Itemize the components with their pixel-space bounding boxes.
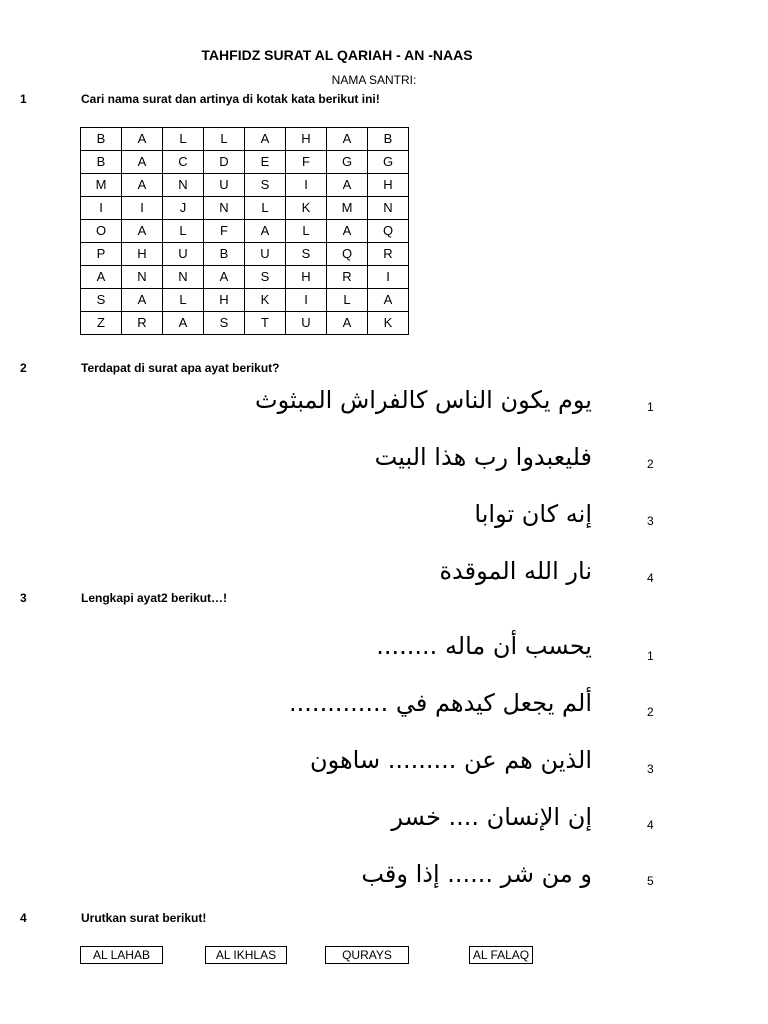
- grid-letter-cell: F: [286, 151, 327, 174]
- grid-letter-cell: Q: [368, 220, 409, 243]
- grid-letter-cell: G: [327, 151, 368, 174]
- grid-letter-cell: S: [286, 243, 327, 266]
- grid-letter-cell: K: [245, 289, 286, 312]
- grid-row: [81, 197, 409, 220]
- grid-letter-cell: C: [163, 151, 204, 174]
- student-name-label: NAMA SANTRI:: [331, 73, 417, 87]
- grid-letter-cell: B: [204, 243, 245, 266]
- grid-letter-cell: L: [163, 128, 204, 151]
- question-4-number: 4: [20, 911, 27, 925]
- q3-item-number: 5: [647, 874, 654, 888]
- grid-letter-cell: A: [327, 128, 368, 151]
- q3-item-number: 3: [647, 762, 654, 776]
- grid-letter-cell: F: [204, 220, 245, 243]
- grid-letter-cell: P: [81, 243, 122, 266]
- grid-letter-cell: U: [245, 243, 286, 266]
- grid-letter-cell: U: [163, 243, 204, 266]
- grid-letter-cell: D: [204, 151, 245, 174]
- q2-item-number: 4: [647, 571, 654, 585]
- grid-letter-cell: M: [81, 174, 122, 197]
- word-search-grid: [80, 127, 409, 335]
- q2-item-number: 2: [647, 457, 654, 471]
- grid-letter-cell: S: [245, 174, 286, 197]
- grid-letter-cell: A: [81, 266, 122, 289]
- grid-letter-cell: H: [368, 174, 409, 197]
- grid-letter-cell: I: [286, 174, 327, 197]
- q3-ayah: ألم يجعل كيدهم في .............: [289, 689, 592, 717]
- question-2-text: Terdapat di surat apa ayat berikut?: [81, 361, 280, 375]
- grid-letter-cell: N: [163, 174, 204, 197]
- grid-letter-cell: U: [204, 174, 245, 197]
- grid-letter-cell: A: [368, 289, 409, 312]
- grid-letter-cell: A: [327, 312, 368, 335]
- grid-row: [81, 266, 409, 289]
- grid-row: [81, 289, 409, 312]
- surah-option-box: AL IKHLAS: [205, 946, 287, 964]
- q3-ayah: يحسب أن ماله ........: [376, 632, 592, 660]
- q3-ayah: الذين هم عن ......... ساهون: [309, 746, 592, 774]
- question-1-text: Cari nama surat dan artinya di kotak kata berikut ini!: [81, 92, 380, 106]
- grid-letter-cell: A: [245, 128, 286, 151]
- grid-letter-cell: S: [245, 266, 286, 289]
- grid-letter-cell: N: [204, 197, 245, 220]
- grid-letter-cell: R: [122, 312, 163, 335]
- grid-letter-cell: A: [122, 174, 163, 197]
- grid-letter-cell: K: [286, 197, 327, 220]
- grid-row: [81, 312, 409, 335]
- grid-letter-cell: K: [368, 312, 409, 335]
- grid-letter-cell: A: [122, 289, 163, 312]
- grid-letter-cell: Q: [327, 243, 368, 266]
- grid-row: [81, 220, 409, 243]
- grid-letter-cell: G: [368, 151, 409, 174]
- grid-letter-cell: L: [204, 128, 245, 151]
- q2-item-number: 3: [647, 514, 654, 528]
- grid-letter-cell: B: [81, 128, 122, 151]
- q3-item-number: 1: [647, 649, 654, 663]
- q2-ayah: فليعبدوا رب هذا البيت: [374, 443, 592, 471]
- q2-ayah: نار الله الموقدة: [439, 557, 592, 585]
- question-4-text: Urutkan surat berikut!: [81, 911, 207, 925]
- grid-letter-cell: J: [163, 197, 204, 220]
- grid-row: [81, 243, 409, 266]
- question-3-number: 3: [20, 591, 27, 605]
- q3-ayah: إن الإنسان .... خسر: [391, 803, 592, 831]
- grid-letter-cell: L: [163, 220, 204, 243]
- grid-letter-cell: I: [286, 289, 327, 312]
- grid-letter-cell: A: [245, 220, 286, 243]
- grid-row: [81, 128, 409, 151]
- grid-row: [81, 174, 409, 197]
- grid-letter-cell: I: [122, 197, 163, 220]
- grid-letter-cell: S: [81, 289, 122, 312]
- page-title: TAHFIDZ SURAT AL QARIAH - AN -NAAS: [201, 47, 473, 63]
- grid-letter-cell: I: [81, 197, 122, 220]
- grid-letter-cell: M: [327, 197, 368, 220]
- grid-letter-cell: A: [122, 151, 163, 174]
- grid-letter-cell: H: [286, 128, 327, 151]
- grid-letter-cell: H: [204, 289, 245, 312]
- grid-letter-cell: H: [122, 243, 163, 266]
- grid-letter-cell: L: [286, 220, 327, 243]
- grid-letter-cell: O: [81, 220, 122, 243]
- grid-letter-cell: L: [327, 289, 368, 312]
- grid-letter-cell: A: [327, 174, 368, 197]
- grid-letter-cell: H: [286, 266, 327, 289]
- surah-option-box: AL FALAQ: [469, 946, 533, 964]
- grid-letter-cell: A: [204, 266, 245, 289]
- question-2-number: 2: [20, 361, 27, 375]
- q3-item-number: 2: [647, 705, 654, 719]
- grid-letter-cell: L: [245, 197, 286, 220]
- q2-item-number: 1: [647, 400, 654, 414]
- grid-letter-cell: E: [245, 151, 286, 174]
- grid-letter-cell: L: [163, 289, 204, 312]
- question-1-number: 1: [20, 92, 27, 106]
- grid-letter-cell: A: [122, 220, 163, 243]
- question-3-text: Lengkapi ayat2 berikut…!: [81, 591, 228, 605]
- grid-letter-cell: N: [163, 266, 204, 289]
- surah-option-box: QURAYS: [325, 946, 409, 964]
- q3-ayah: و من شر ...... إذا وقب: [361, 860, 592, 888]
- grid-letter-cell: R: [327, 266, 368, 289]
- surah-option-box: AL LAHAB: [80, 946, 163, 964]
- grid-letter-cell: A: [122, 128, 163, 151]
- q2-ayah: يوم يكون الناس كالفراش المبثوث: [255, 386, 592, 414]
- grid-letter-cell: N: [122, 266, 163, 289]
- grid-letter-cell: I: [368, 266, 409, 289]
- grid-letter-cell: B: [368, 128, 409, 151]
- grid-letter-cell: T: [245, 312, 286, 335]
- grid-row: [81, 151, 409, 174]
- grid-letter-cell: Z: [81, 312, 122, 335]
- grid-letter-cell: N: [368, 197, 409, 220]
- grid-letter-cell: U: [286, 312, 327, 335]
- grid-letter-cell: S: [204, 312, 245, 335]
- grid-letter-cell: B: [81, 151, 122, 174]
- grid-letter-cell: R: [368, 243, 409, 266]
- q3-item-number: 4: [647, 818, 654, 832]
- grid-letter-cell: A: [163, 312, 204, 335]
- q2-ayah: إنه كان توابا: [474, 500, 592, 528]
- grid-letter-cell: A: [327, 220, 368, 243]
